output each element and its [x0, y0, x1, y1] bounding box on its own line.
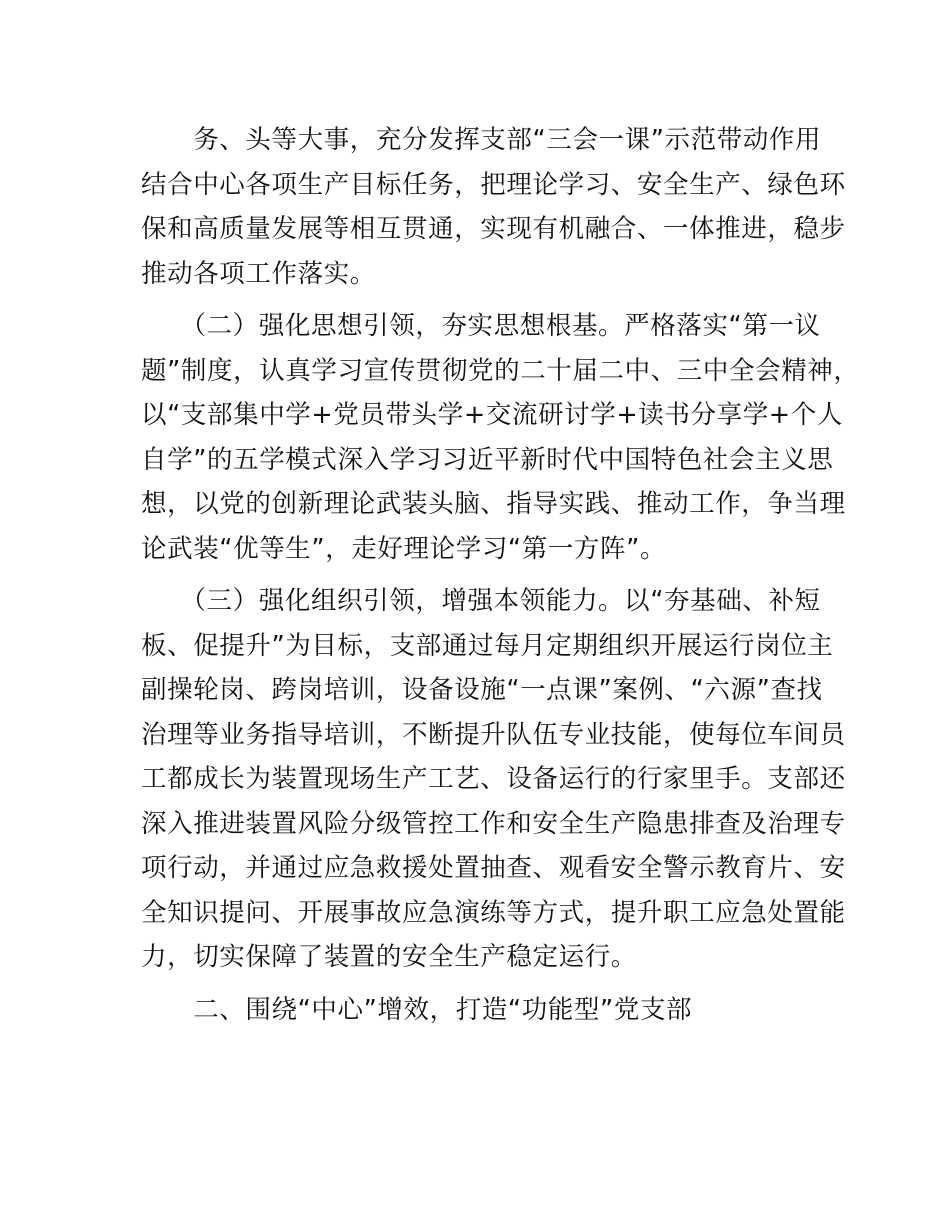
text-line: 结合中心各项生产目标任务，把理论学习、安全生产、绿色环 [141, 169, 846, 200]
text-line: 工都成长为装置现场生产工艺、设备运行的行家里手。支部还 [141, 764, 846, 794]
text-line: 板、促提升”为目标，支部通过每月定期组织开展运行岗位主 [141, 630, 834, 661]
text-line: （三）强化组织引领，增强本领能力。以“夯基础、补短 [141, 586, 821, 616]
text-line: 副操轮岗、跨岗培训，设备设施“一点课”案例、“六源”查找 [141, 675, 823, 705]
paragraph-3 [141, 579, 846, 980]
text-line: 想，以党的创新理论武装头脑、指导实践、推动工作，争当理 [141, 489, 846, 519]
text-line: 论武装“优等生”，走好理论学习“第一方阵”。 [141, 533, 667, 564]
text-line: 自学”的五学模式深入学习习近平新时代中国特色社会主义思 [141, 444, 834, 475]
text-line: 保和高质量发展等相互贯通，实现有机融合、一体推进，稳步 [141, 214, 846, 244]
text-line: 治理等业务指导培训，不断提升队伍专业技能，使每位车间员 [141, 719, 846, 750]
text-line: （二）强化思想引领，夯实思想根基。严格落实“第一议 [141, 311, 821, 341]
text-line: 全知识提问、开展事故应急演练等方式，提升职工应急处置能 [141, 897, 846, 928]
text-line: 以“支部集中学+党员带头学+交流研讨学+读书分享学+个人 [141, 400, 843, 430]
text-line: 题”制度，认真学习宣传贯彻党的二十届二中、三中全会精神， [141, 355, 860, 386]
text-line: 项行动，并通过应急救援处置抽查、观看安全警示教育片、安 [141, 853, 846, 883]
document-body [141, 118, 860, 1032]
text-line: 深入推进装置风险分级管控工作和安全生产隐患排查及治理专 [141, 808, 846, 839]
paragraph-1 [141, 118, 846, 296]
text-line: 推动各项工作落实。 [141, 258, 376, 289]
text-line: 务、头等大事，充分发挥支部“三会一课”示范带动作用 [141, 125, 822, 155]
text-line: 力，切实保障了装置的安全生产稳定运行。 [141, 942, 637, 972]
section-heading: 二、围绕“中心”增效，打造“功能型”党支部 [141, 994, 693, 1025]
paragraph-2 [141, 304, 860, 571]
